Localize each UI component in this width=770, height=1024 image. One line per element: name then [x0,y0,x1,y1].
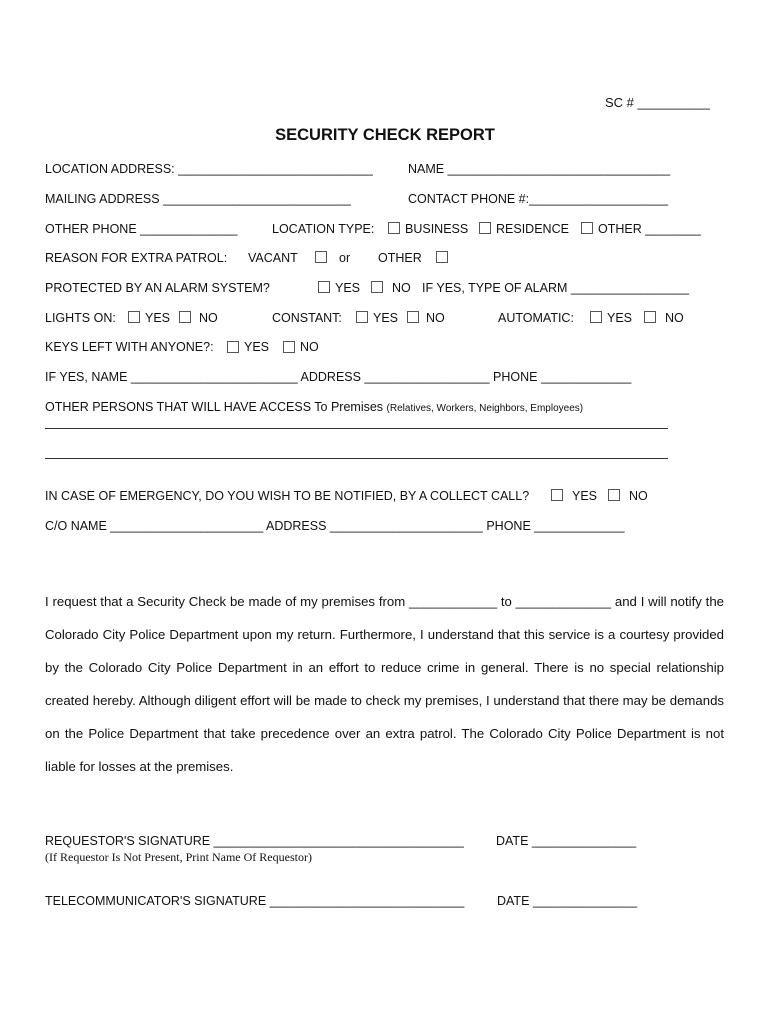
other-location-checkbox[interactable] [581,222,593,234]
mailing-address-field[interactable]: MAILING ADDRESS ___________________________ [45,192,351,206]
other-reason-label: OTHER [378,251,422,265]
other-phone-field[interactable]: OTHER PHONE ______________ [45,222,238,236]
constant-no-label: NO [426,311,445,325]
keys-no-checkbox[interactable] [283,341,295,353]
other-persons-label [45,400,583,416]
name-field[interactable]: NAME ________________________________ [408,162,671,176]
telecommunicator-signature-field[interactable]: TELECOMMUNICATOR'S SIGNATURE ____________________________ [45,894,465,908]
contact-phone-field[interactable]: CONTACT PHONE #:____________________ [408,192,669,206]
requestor-signature-field[interactable]: REQUESTOR'S SIGNATURE ____________________________________ [45,834,464,848]
residence-checkbox[interactable] [479,222,491,234]
vacant-label: VACANT [248,251,298,265]
keys-no-label: NO [300,340,319,354]
constant-yes-label: YES [373,311,399,325]
lights-yes-checkbox[interactable] [128,311,140,323]
residence-label: RESIDENCE [496,222,569,236]
requestor-date-field[interactable]: DATE _______________ [496,834,637,848]
lights-yes-label: YES [145,311,171,325]
other-persons-text: OTHER PERSONS THAT WILL HAVE ACCESS To Premises [45,400,384,414]
other-reason-checkbox[interactable] [436,251,448,263]
emergency-yes-label: YES [572,489,598,503]
alarm-no-label: NO [392,281,411,295]
alarm-yes-checkbox[interactable] [318,281,330,293]
alarm-label: PROTECTED BY AN ALARM SYSTEM? [45,281,270,295]
automatic-no-label: NO [665,311,684,325]
automatic-yes-label: YES [607,311,633,325]
contact-fields[interactable]: C/O NAME ______________________ ADDRESS ______________________ PHONE _____________ [45,519,625,533]
other-persons-line-2[interactable] [45,458,668,459]
sc-number-field[interactable]: SC # __________ [605,95,710,110]
statement-paragraph: I request that a Security Check be made of my premises from ____________ to _____________ and I will notify the Colorado City Police Department upon my return. Furthermore, I understand that this service is a courtesy provided by the Colorado City Police Department in an effort to reduce crime in general. There is no special relationship created hereby. Although diligent effort will be made to check my premises, I understand that there may be demands on the Police Department that take precedence over an extra patrol. The Colorado City Police Department is not liable for losses at the premises. [45,594,724,774]
vacant-checkbox[interactable] [315,251,327,263]
page-title: SECURITY CHECK REPORT [275,126,495,144]
constant-no-checkbox[interactable] [407,311,419,323]
lights-no-checkbox[interactable] [179,311,191,323]
reason-label: REASON FOR EXTRA PATROL: [45,251,228,265]
business-checkbox[interactable] [388,222,400,234]
lights-on-label: LIGHTS ON: [45,311,116,325]
requestor-note: (If Requestor Is Not Present, Print Name Of Requestor) [45,850,312,864]
other-persons-note: (Relatives, Workers, Neighbors, Employees) [386,403,584,414]
other-location-field[interactable]: OTHER ________ [598,222,701,236]
location-address-field[interactable]: LOCATION ADDRESS: ____________________________ [45,162,373,176]
constant-yes-checkbox[interactable] [356,311,368,323]
other-persons-line-1[interactable] [45,428,668,429]
automatic-no-checkbox[interactable] [644,311,656,323]
emergency-yes-checkbox[interactable] [551,489,563,501]
keys-yes-checkbox[interactable] [227,341,239,353]
emergency-no-label: NO [629,489,648,503]
key-holder-fields[interactable]: IF YES, NAME ________________________ ADDRESS __________________ PHONE _____________ [45,370,632,384]
lights-no-label: NO [199,311,218,325]
automatic-label: AUTOMATIC: [498,311,574,325]
location-type-label: LOCATION TYPE: [272,222,375,236]
alarm-no-checkbox[interactable] [371,281,383,293]
alarm-yes-label: YES [335,281,361,295]
or-label: or [339,251,351,265]
automatic-yes-checkbox[interactable] [590,311,602,323]
emergency-no-checkbox[interactable] [608,489,620,501]
keys-label: KEYS LEFT WITH ANYONE?: [45,340,214,354]
emergency-label: IN CASE OF EMERGENCY, DO YOU WISH TO BE NOTIFIED, BY A COLLECT CALL? [45,489,530,503]
keys-yes-label: YES [244,340,270,354]
telecommunicator-date-field[interactable]: DATE _______________ [497,894,638,908]
business-label: BUSINESS [405,222,469,236]
constant-label: CONSTANT: [272,311,342,325]
alarm-type-field[interactable]: IF YES, TYPE OF ALARM _________________ [422,281,690,295]
